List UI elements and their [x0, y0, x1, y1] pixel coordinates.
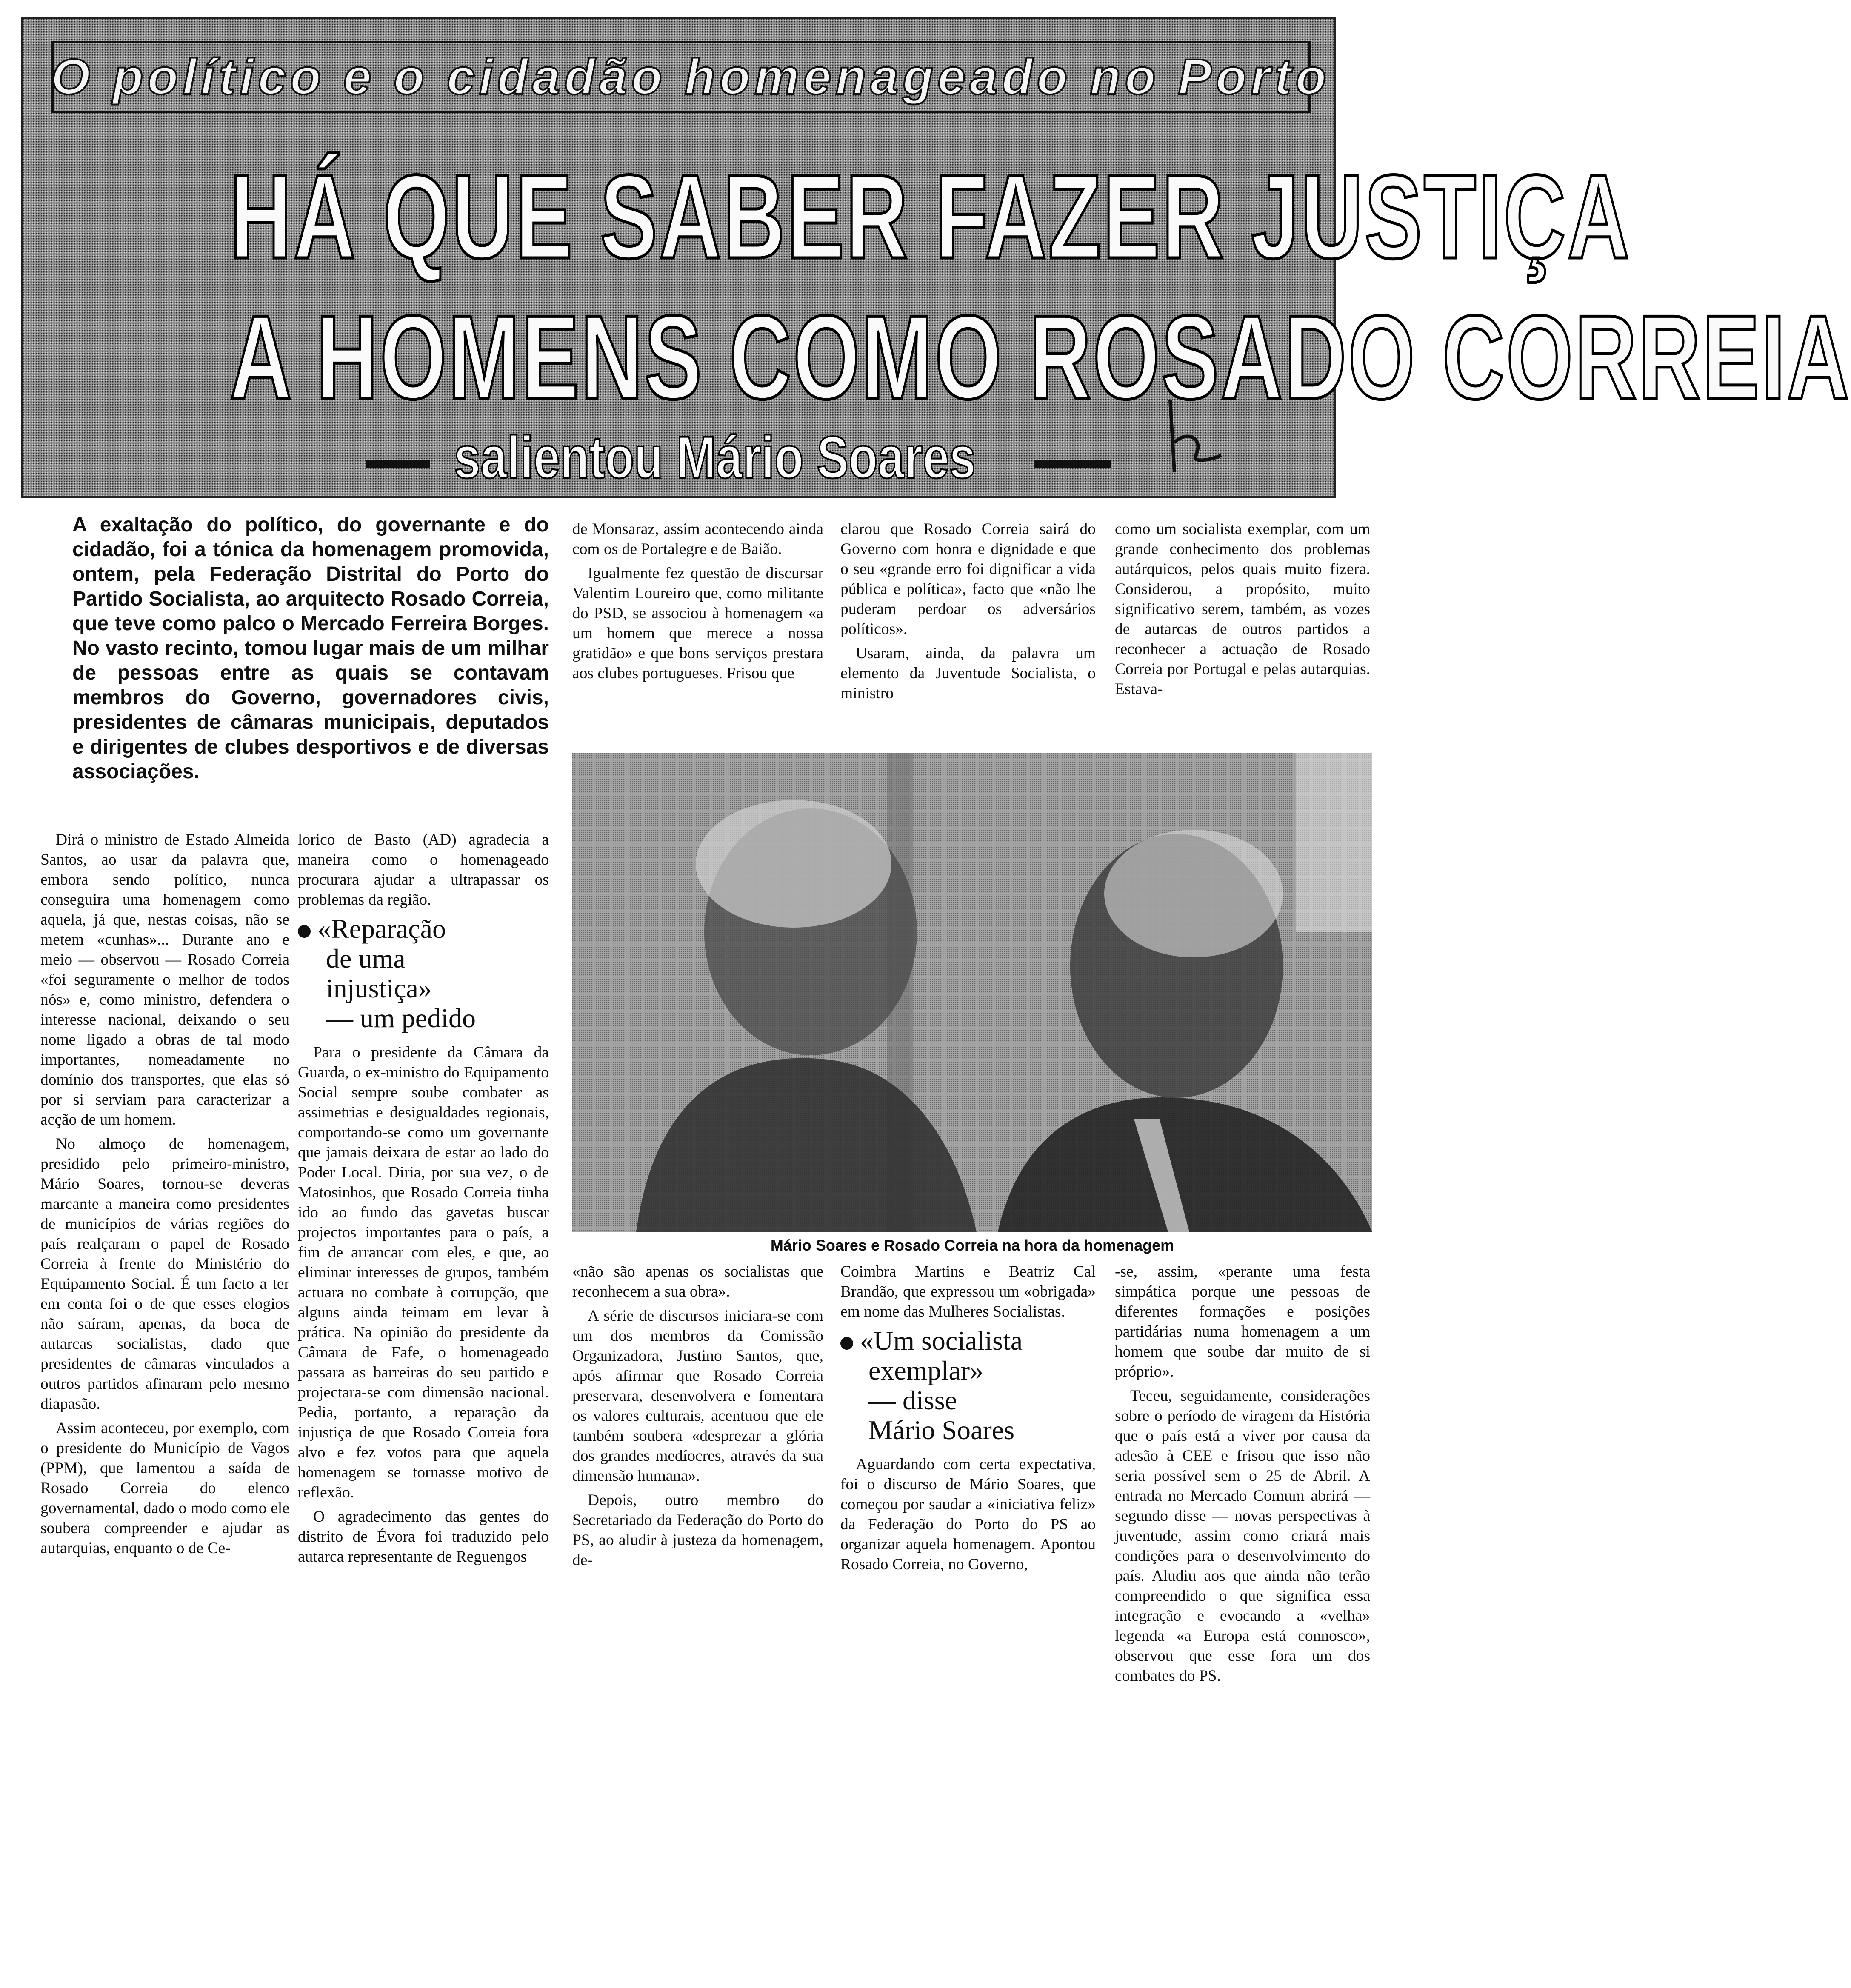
headline-line-2: A HOMENS COMO ROSADO CORREIA [230, 291, 1851, 424]
paragraph: Igualmente fez questão de discursar Valentim Loureiro que, como militante do PSD, se associou à homenagem «a um homem que merece a nossa gratidão» e que bons serviços prestara aos clubes portugueses. Frisou que [572, 565, 823, 682]
column-3-top [572, 519, 823, 688]
paragraph: clarou que Rosado Correia sairá do Governo com honra e dignidade e que o seu «grande erro foi dignificar a vida pública e política», facto que «não lhe puderam perdoar os adversários políticos». [840, 520, 1096, 638]
headline-line-1: HÁ QUE SABER FAZER JUSTIÇA [230, 151, 1631, 283]
paragraph: -se, assim, «perante uma festa simpática porque une pessoas de diferentes formações e posições partidárias numa homenagem a um homem que soube dar muito de si próprio». [1115, 1263, 1370, 1380]
paragraph: Teceu, seguidamente, considerações sobre o período de viragem da História que o país está a viver por causa da adesão à CEE e frisou que isso não seria possível sem o 25 de Abril. A entrada no Mercado Comum abrirá — segundo disse — novas perspectivas à juventude, assim como criará mais condições para o desenvolvimento do país. Aludiu aos que ainda não terão compreendido o que significa essa integração e evocando a «velha» legenda «a Europa está connosco», observou que esse fora um dos combates do PS. [1115, 1387, 1370, 1685]
paragraph: Coimbra Martins e Beatriz Cal Brandão, que expressou um «obrigada» em nome das Mulheres Socialistas. [840, 1263, 1096, 1320]
bullet-icon [840, 1337, 853, 1350]
paragraph: Para o presidente da Câmara da Guarda, o ex-ministro do Equipamento Social sempre soube combater as assimetrias e desigualdades regionais, comportando-se como um governante que jamais deixara de estar ao lado do Poder Local. Diria, por sua vez, o de Matosinhos, que Rosado Correia tinha ido ao fundo das gavetas buscar projectos importantes para o país, a fim de arrancar com eles, e que, ao eliminar interesses de grupos, também actuara no combate à corrupção, que alguns ainda teimam em levar à prática. Na opinião do presidente da Câmara de Fafe, o homenageado passara as barreiras do seu partido e projectara-se com dimensão nacional. Pedia, portanto, a reparação da injustiça de que Rosado Correia fora alvo e fez votos para que aquela homenagem se tornasse motivo de reflexão. [298, 1044, 549, 1501]
subheading-socialista-exemplar: «Um socialista exemplar» — disse Mário Soares [840, 1326, 1096, 1445]
paragraph: Dirá o ministro de Estado Almeida Santos, ao usar da palavra que, embora sendo político, nunca conseguira uma homenagem como aquela, já que, nestas coisas, não se metem «cunhas»... Durante ano e meio — observou — Rosado Correia «foi seguramente o melhor de todos nós» e, como ministro, defendera o interesse nacional, deixando o seu nome ligado a obras de tal modo importantes, nomeadamente no domínio dos transportes, que elas só por si serviam para caracterizar a acção de um homem. [40, 831, 289, 1128]
paragraph: Aguardando com certa expectativa, foi o discurso de Mário Soares, que começou por saudar a «iniciativa feliz» da Federação do Porto do PS ao organizar aquela homenagem. Apontou Rosado Correia, no Governo, [840, 1456, 1096, 1573]
column-2 [298, 830, 549, 1571]
kicker: O político e o cidadão homenageado no Porto [51, 49, 1331, 105]
column-5-top [1115, 519, 1370, 703]
paragraph: Usaram, ainda, da palavra um elemento da Juventude Socialista, o ministro [840, 645, 1096, 702]
photo-caption: Mário Soares e Rosado Correia na hora da homenagem [770, 1237, 1174, 1254]
paragraph: «não são apenas os socialistas que reconhecem a sua obra». [572, 1263, 823, 1300]
column-1 [40, 830, 289, 1562]
column-4-top [840, 519, 1096, 708]
photo-soares-correia [572, 753, 1372, 1232]
subheading-reparacao: «Reparação de uma injustiça» — um pedido [298, 914, 549, 1033]
paragraph: O agradecimento das gentes do distrito de Évora foi traduzido pelo autarca representante de Reguengos [298, 1508, 549, 1565]
subhead-dash-right [1034, 460, 1111, 468]
subhead: salientou Mário Soares [454, 424, 976, 491]
paragraph: A série de discursos iniciara-se com um dos membros da Comissão Organizadora, Justino Santos, que, após afirmar que Rosado Correia preservara, desenvolvera e fomentara os valores culturais, acentuou que ele também soubera «desprezar a glória dos grandes medíocres, através da sua dimensão humana». [572, 1307, 823, 1485]
paragraph: de Monsaraz, assim acontecendo ainda com os de Portalegre e de Baião. [572, 520, 823, 558]
column-4 [840, 1262, 1096, 1579]
paragraph: Depois, outro membro do Secretariado da Federação do Porto do PS, ao aludir à justeza da homenagem, de- [572, 1491, 823, 1569]
column-3 [572, 1262, 823, 1574]
paragraph: lorico de Basto (AD) agradecia a maneira como o homenageado procurara ajudar a ultrapassar os problemas da região. [298, 831, 549, 908]
paragraph: como um socialista exemplar, com um grande conhecimento dos problemas autárquicos, pelos quais muito fizera. Considerou, a propósito, muito significativo serem, também, as vozes de autarcas de outros partidos a reconhecer a actuação de Rosado Correia por Portugal e pelas autarquias. Estava- [1115, 520, 1370, 698]
signature-scribble [1157, 391, 1225, 477]
paragraph: No almoço de homenagem, presidido pelo primeiro-ministro, Mário Soares, tornou-se deveras marcante a maneira como presidentes de municípios de várias regiões do país realçaram o papel de Rosado Correia à frente do Ministério do Equipamento Social. É um facto a ter em conta foi o de que esses elogios não saíram, apenas, da boca de autarcas socialistas, dado que presidentes de câmaras vinculados a outros partidos afinaram pelo mesmo diapasão. [40, 1135, 289, 1413]
column-5 [1115, 1262, 1370, 1690]
bullet-icon [298, 925, 311, 938]
paragraph: Assim aconteceu, por exemplo, com o presidente do Município de Vagos (PPM), que lamentou a saída de Rosado Correia do elenco governamental, dado o modo como ele soubera compreender e ajudar as autarquias, enquanto o de Ce- [40, 1420, 289, 1557]
lead-paragraph: A exaltação do político, do governante e do cidadão, foi a tónica da homenagem promovida, ontem, pela Federação Distrital do Porto do Partido Socialista, ao arquitecto Rosado Correia, que teve como palco o Mercado Ferreira Borges. No vasto recinto, tomou lugar mais de um milhar de pessoas entre as quais se contavam membros do Governo, governadores civis, presidentes de câmaras municipais, deputados e dirigentes de clubes desportivos e de diversas associações. [72, 514, 549, 783]
subhead-dash [366, 460, 430, 468]
